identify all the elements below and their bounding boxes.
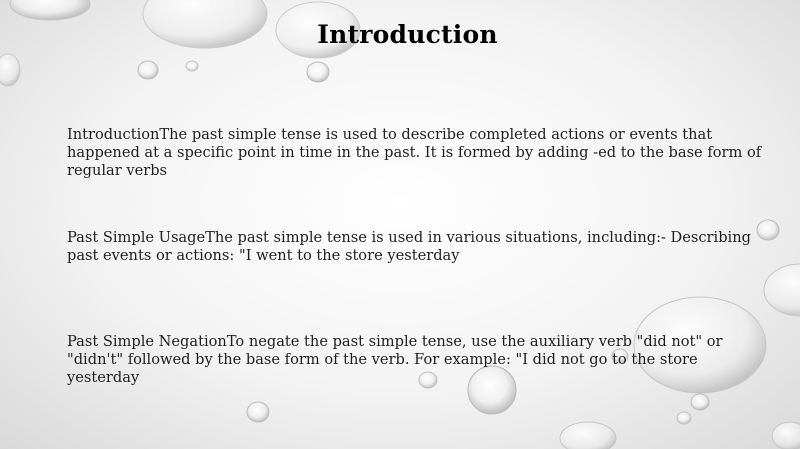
droplet <box>691 394 709 410</box>
paragraph-negation: Past Simple NegationTo negate the past simple tense, use the auxiliary verb "did not" or "didn't" followed by the base form of the verb. For example: "I did not go to the store yesterday <box>67 333 723 386</box>
paragraph-introduction: IntroductionThe past simple tense is used to describe completed actions or events that happened at a specific point in time in the past. It is formed by adding -ed to the base form of regular verbs <box>67 126 762 179</box>
droplet <box>138 61 158 79</box>
droplet <box>764 264 800 316</box>
droplet <box>247 402 269 422</box>
paragraph-usage: Past Simple UsageThe past simple tense is used in various situations, including:- Describing past events or actions: "I went to the store yesterday <box>67 229 751 264</box>
droplet <box>0 54 20 86</box>
droplet <box>186 61 198 71</box>
droplet <box>677 412 691 424</box>
droplet <box>307 62 329 82</box>
droplet <box>10 0 90 20</box>
droplet <box>772 422 800 449</box>
slide-title: Introduction <box>317 20 498 49</box>
droplet <box>560 422 616 449</box>
